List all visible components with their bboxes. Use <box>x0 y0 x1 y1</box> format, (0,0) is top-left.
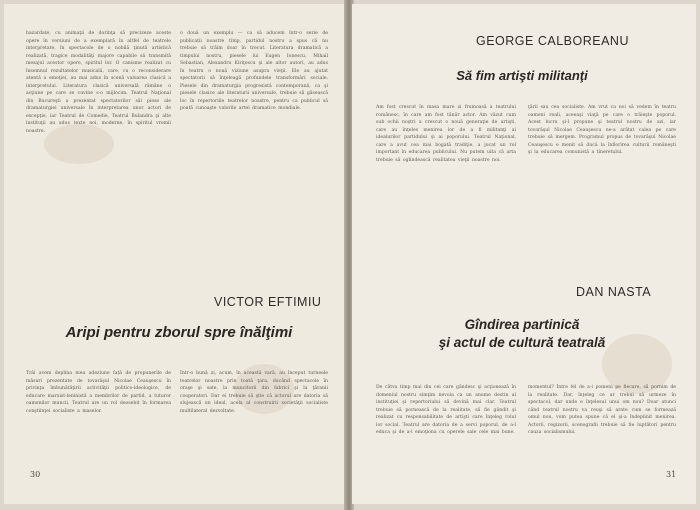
left-page <box>4 4 346 504</box>
page-number: 31 <box>666 470 677 479</box>
article-column: bazardate, cu animaţii de dorinţa să precizeze aceste opere în versiuni de a exemplară în altfel de teatrele interpretate, în spectacole de o nobilă ţinută artistică realizată, tragice modalităţi majore capabile să transmită mesajul acestor opere, spiritul lor. O canisme realizat cu însemnul rezultatelor musicală, care, cu o reconsiderare atentă a emoţiei, au mai adus în scenă valoarea clasică a interpretului. Literatura clasică universală rămâne o acţiune pe care se cuvine s-o mijlocim. Teatrul Naţional din Bucureşti a prezentat spectatorilor săi piese ale dramaturgiei universale în interpretarea unor actori de excepţie, iar Teatrul de Comedie, Teatrul Bulandra şi alte instituţii au adus texte noi, moderne, în spiritul vremii noastre. <box>26 31 171 134</box>
article-title-line: Gîndirea partinică <box>464 317 580 332</box>
article-column: De câtva timp mai din cei care gândesc şi acţionează în domeniul nostru simţim nevoia ca un anume destin al instituţiei şi repertoriului să devină mai clar. Teatrul trebuie să pornească de la realitate, să fie gândit şi realizat cu responsabilitate de artişti care înţeleg rolul lor social. Teatrul are datoria de a servi poporul, de a-l educa şi de a-l emoţiona cu operele sale cele mai bune. <box>376 385 516 435</box>
article-column: ţării sau cea socialiste. Am vrut ca noi să vedem în teatru oameni reali, aceeaşi viaţă pe care o trăieşte poporul. Acest lucru şi-l propune şi teatrul nostru de azi, iar tovarăşul Nicolae Ceauşescu ne-a arătat calea pe care trebuie să mergem. Programul propus de tovarăşul Nicolae Ceauşescu e menit să ducă la înflorirea culturii româneşti şi la educarea comunistă a tineretului. <box>528 105 676 155</box>
author-name: VICTOR EFTIMIU <box>214 295 322 309</box>
article-column: o două un exemplu — ca să aducem într-o serie de publicații noastre timp, partidul nostru a spus că nu trebuie să trăim doar în trecut. Literatura dramatică a timpului nostru, piesele lui Eugen Ionescu, Mihail Sebastian, Alexandru Kiriţescu şi ale altor autori, au adus în teatru o nouă viziune asupra vieţii. Ele au ajutat spectatorii să înţeleagă profundele transformări sociale. Piesele din dramaturgia progresistă contemporană, ca şi piesele clasice ale literaturii universale, trebuie să găsească loc în repertoriile teatrelor noastre, pentru ca publicul să poată cunoaşte valorile artei dramatice mondiale. <box>180 31 328 111</box>
page-number: 30 <box>30 470 41 479</box>
article-column: momentul? Între fel de a-i pomeni pe fiecare, să pornim de la realitate. Dar, înţeleg ce ar trebui să urmeze în spectacol, dar unde e înţelesul unui om nou? Doar atunci când teatrul nostru va reuşi să arate cum se formează omul nou, vom putea spune că el şi-a îndeplinit menirea. Actorii, regizorii, scenografii trebuie să fie luptători pentru cauza socialismului. <box>528 385 676 435</box>
article-title <box>392 316 652 352</box>
article-column: Am fost crescut în masa mare și frumoasă a teatrului românesc, în care am fost tânăr actor. Am văzut cum sub ochii noştri a crescut o nouă generaţie de artişti, care au înţeles menirea lor de a fi militanţi ai idealurilor partidului şi ai poporului. Teatrul Naţional, care a avut cea mai bogată tradiţie, a jucat un rol important în educarea publicului. Nu putem uita că arta trebuie să oglindească realitatea vieţii noastre noi. <box>376 105 516 163</box>
right-page <box>352 4 696 504</box>
article-title-line: şi actul de cultură teatrală <box>438 335 606 350</box>
author-name: DAN NASTA <box>576 285 652 299</box>
article-title: Aripi pentru zborul spre înălţimi <box>65 324 293 341</box>
article-column: Trăi avem deplina mea adeziune față de propunerile de măsuri prezentate de tovarăşul Nicolae Ceauşescu în privinţa îmbunătăţirii activităţii politico-ideologice, de educare marxist-leninistă a membrilor de partid, a tuturor oamenilor muncii. Teatrul are un rol deosebit în formarea conştiinţei socialiste a maselor. <box>26 371 171 414</box>
article-title: Să fim artişti militanţi <box>456 68 588 83</box>
author-name: GEORGE CALBOREANU <box>476 34 629 48</box>
article-column: Într-o bună zi, acum, în această vară, au început turneele teatrelor noastre prin toată ţara, ducând spectacole în oraşe şi sate, la muncitorii din fabrici şi la ţăranii cooperatori. Dar ei trebuie să ştie că actorul are datoria să slujească un ideal, acela al construirii societăţii socialiste multilateral dezvoltate. <box>180 371 328 414</box>
